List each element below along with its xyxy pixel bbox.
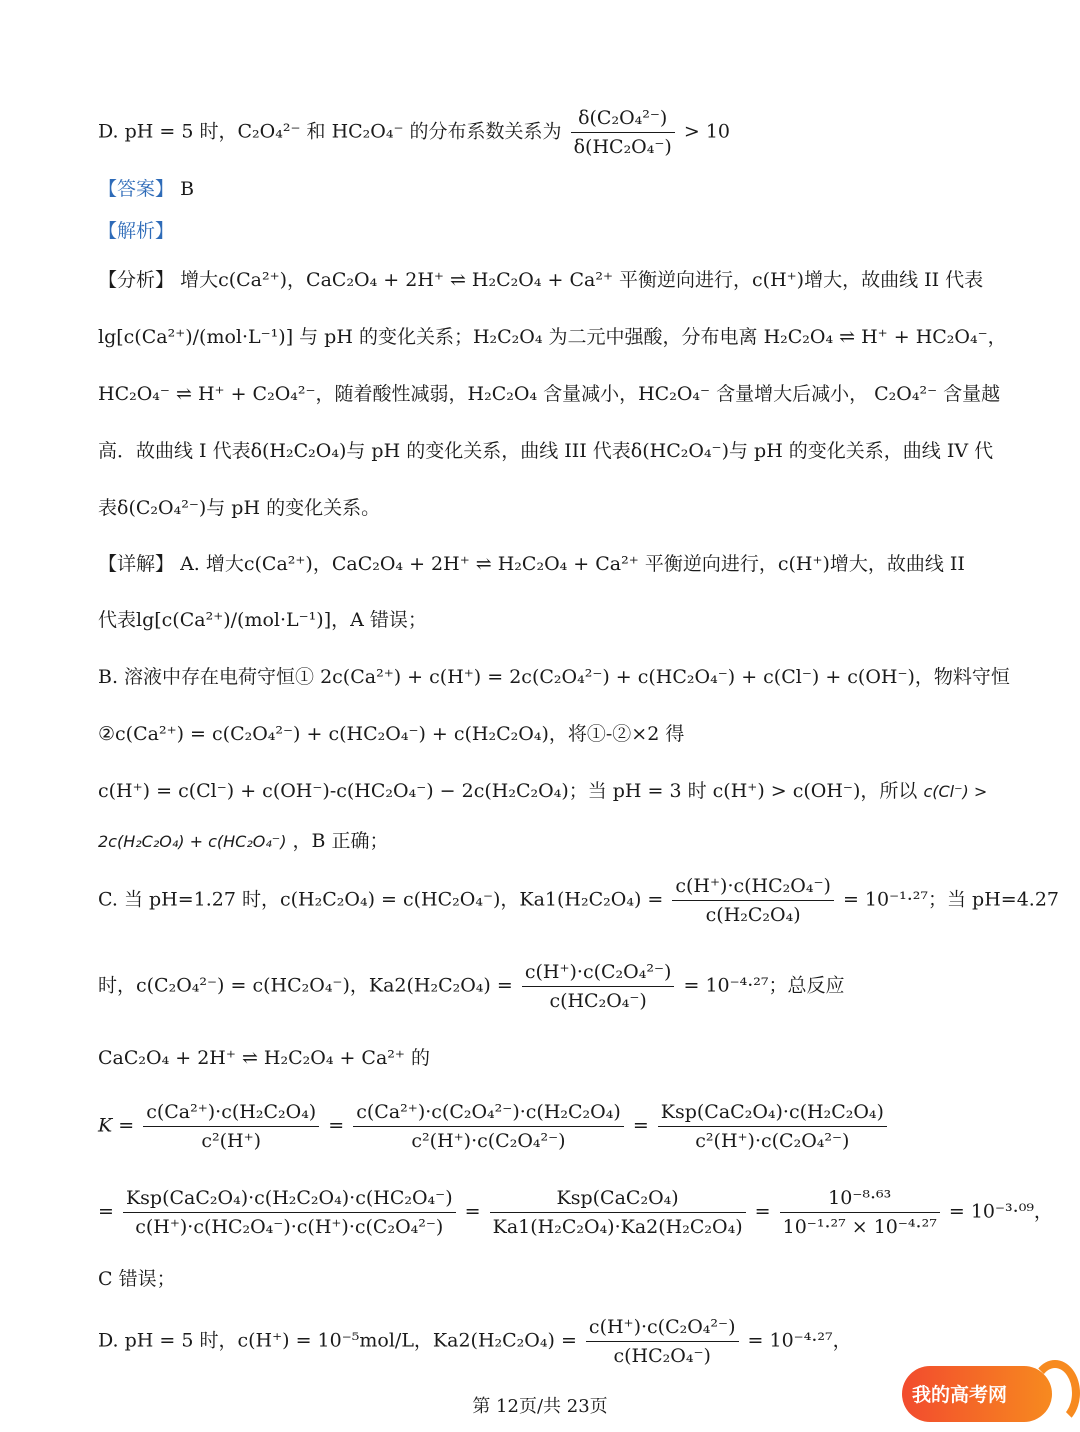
- logo-swirl-icon: [1030, 1360, 1080, 1426]
- option-d-line: [98, 104, 730, 161]
- analysis-tag: 【解析】: [98, 220, 175, 242]
- k-head: K =: [98, 1114, 135, 1137]
- fenxi-tag: 【分析】: [98, 269, 175, 291]
- option-d-tail: > 10: [683, 120, 731, 143]
- answer-line: [98, 174, 194, 204]
- xiangjie-line-b3: [98, 776, 987, 807]
- fenxi-line-4: 高．故曲线 I 代表δ(H₂C₂O₄)与 pH 的变化关系，曲线 III 代表δ(HC₂O₄⁻)与 pH 的变化关系，曲线 IV 代: [98, 440, 994, 462]
- k2-f1-den: c(H⁺)·c(HC₂O₄⁻)·c(H⁺)·c(C₂O₄²⁻): [135, 1216, 444, 1238]
- c2-frac-den: c(HC₂O₄⁻): [549, 990, 647, 1012]
- k2-eq-sign-0: =: [98, 1200, 114, 1223]
- k-fraction-1: [143, 1098, 319, 1155]
- c2-fraction: [522, 958, 675, 1015]
- xiangjie-line-a2: 代表lg[c(Ca²⁺)/(mol·L⁻¹)]，A 错误；: [98, 609, 427, 631]
- k2-eq-sign-2: =: [754, 1200, 771, 1223]
- xiangjie-text-b3: c(H⁺) = c(Cl⁻) + c(OH⁻)-c(HC₂O₄⁻) − 2c(H₂C₂O₄)；当 pH = 3 时 c(H⁺) > c(OH⁻)，所以: [98, 780, 918, 802]
- fenxi-line-5: 表δ(C₂O₄²⁻)与 pH 的变化关系。: [98, 497, 381, 519]
- xiangjie-c-end: C 错误；: [98, 1268, 176, 1290]
- k2-f3-den: 10⁻¹·²⁷ × 10⁻⁴·²⁷: [782, 1216, 937, 1238]
- d-frac-num: c(H⁺)·c(C₂O₄²⁻): [586, 1313, 739, 1342]
- d-head: D. pH = 5 时，c(H⁺) = 10⁻⁵mol/L，Ka2(H₂C₂O₄) =: [98, 1329, 577, 1352]
- page-footer: 第 12页/共 23页: [472, 1396, 608, 1417]
- fenxi-text-1: 增大c(Ca²⁺)，CaC₂O₄ + 2H⁺ ⇌ H₂C₂O₄ + Ca²⁺ 平衡逆向进行，c(H⁺)增大，故曲线 II 代表: [180, 269, 984, 291]
- c1-head: C. 当 pH=1.27 时，c(H₂C₂O₄) = c(HC₂O₄⁻)，Ka1(H₂C₂O₄) =: [98, 888, 664, 911]
- c1-fraction: [672, 872, 834, 929]
- k-f1-num: c(Ca²⁺)·c(H₂C₂O₄): [143, 1098, 319, 1127]
- fenxi-line-3: HC₂O₄⁻ ⇌ H⁺ + C₂O₄²⁻，随着酸性减弱，H₂C₂O₄ 含量减小，HC₂O₄⁻ 含量增大后减小， C₂O₄²⁻ 含量越: [98, 383, 1001, 405]
- k2-fraction-3: [780, 1184, 940, 1241]
- k2-f1-num: Ksp(CaC₂O₄)·c(H₂C₂O₄)·c(HC₂O₄⁻): [123, 1184, 456, 1213]
- xiangjie-line-c3: CaC₂O₄ + 2H⁺ ⇌ H₂C₂O₄ + Ca²⁺ 的: [98, 1047, 430, 1069]
- option-d-text: D. pH = 5 时，C₂O₄²⁻ 和 HC₂O₄⁻ 的分布系数关系为: [98, 120, 562, 143]
- option-d-fraction: [571, 104, 675, 161]
- k-equation-line-1: [98, 1098, 890, 1155]
- k2-f3-num: 10⁻⁸·⁶³: [780, 1184, 940, 1213]
- site-logo: [902, 1360, 1080, 1432]
- answer-value: B: [180, 178, 195, 200]
- k-eq-sign-2: =: [632, 1114, 649, 1137]
- k-f1-den: c²(H⁺): [201, 1130, 262, 1152]
- xiangjie-text-a1: A. 增大c(Ca²⁺)，CaC₂O₄ + 2H⁺ ⇌ H₂C₂O₄ + Ca²⁺ 平衡逆向进行，c(H⁺)增大，故曲线 II: [180, 553, 965, 575]
- xiangjie-text-b4: 2c(H₂C₂O₄) + c(HC₂O₄⁻): [98, 832, 287, 851]
- xiangjie-text-b4-tail: ，B 正确；: [292, 830, 389, 852]
- k2-fraction-2: [490, 1184, 746, 1241]
- k2-eq-sign-1: =: [464, 1200, 481, 1223]
- k-fraction-3: [658, 1098, 887, 1155]
- k-f2-den: c²(H⁺)·c(C₂O₄²⁻): [411, 1130, 566, 1152]
- xiangjie-line-c1: [98, 872, 1059, 929]
- option-d-frac-den: δ(HC₂O₄⁻): [573, 136, 672, 158]
- d-tail: = 10⁻⁴·²⁷，: [747, 1329, 852, 1352]
- k2-f2-num: Ksp(CaC₂O₄): [490, 1184, 746, 1213]
- d-frac-den: c(HC₂O₄⁻): [613, 1345, 711, 1367]
- c1-tail: = 10⁻¹·²⁷；当 pH=4.27: [842, 888, 1060, 911]
- c2-tail: = 10⁻⁴·²⁷；总反应: [683, 974, 845, 997]
- xiangjie-line-c2: [98, 958, 845, 1015]
- k-fraction-2: [353, 1098, 624, 1155]
- answer-tag: 【答案】: [98, 178, 175, 200]
- xiangjie-tag: 【详解】: [98, 553, 175, 575]
- k2-f2-den: Ka1(H₂C₂O₄)·Ka2(H₂C₂O₄): [492, 1216, 743, 1238]
- k-equation-line-2: [98, 1184, 1053, 1241]
- d-fraction: [586, 1313, 739, 1370]
- xiangjie-line-a1: [98, 549, 965, 579]
- xiangjie-text-b3-tail: c(Cl⁻) >: [923, 782, 988, 801]
- k-f3-den: c²(H⁺)·c(C₂O₄²⁻): [695, 1130, 850, 1152]
- k2-tail: = 10⁻³·⁰⁹，: [948, 1200, 1053, 1223]
- xiangjie-line-b4: [98, 826, 389, 857]
- c1-frac-den: c(H₂C₂O₄): [705, 904, 801, 926]
- k-f3-num: Ksp(CaC₂O₄)·c(H₂C₂O₄): [658, 1098, 887, 1127]
- option-d-frac-num: δ(C₂O₄²⁻): [571, 104, 675, 133]
- k2-fraction-1: [123, 1184, 456, 1241]
- fenxi-line-2: lg[c(Ca²⁺)/(mol·L⁻¹)] 与 pH 的变化关系；H₂C₂O₄ 为二元中强酸，分布电离 H₂C₂O₄ ⇌ H⁺ + HC₂O₄⁻，: [98, 326, 1007, 348]
- xiangjie-line-b1: B. 溶液中存在电荷守恒① 2c(Ca²⁺) + c(H⁺) = 2c(C₂O₄²⁻) + c(HC₂O₄⁻) + c(Cl⁻) + c(OH⁻)，物料守恒: [98, 666, 1010, 688]
- c2-frac-num: c(H⁺)·c(C₂O₄²⁻): [522, 958, 675, 987]
- c1-frac-num: c(H⁺)·c(HC₂O₄⁻): [672, 872, 834, 901]
- k-f2-num: c(Ca²⁺)·c(C₂O₄²⁻)·c(H₂C₂O₄): [353, 1098, 624, 1127]
- logo-text: 我的高考网: [912, 1384, 1008, 1406]
- k-eq-sign-1: =: [328, 1114, 345, 1137]
- xiangjie-line-d: [98, 1313, 852, 1370]
- fenxi-line-1: [98, 265, 983, 295]
- c2-head: 时，c(C₂O₄²⁻) = c(HC₂O₄⁻)，Ka2(H₂C₂O₄) =: [98, 974, 513, 997]
- xiangjie-line-b2: ②c(Ca²⁺) = c(C₂O₄²⁻) + c(HC₂O₄⁻) + c(H₂C₂O₄)，将①-②×2 得: [98, 723, 685, 745]
